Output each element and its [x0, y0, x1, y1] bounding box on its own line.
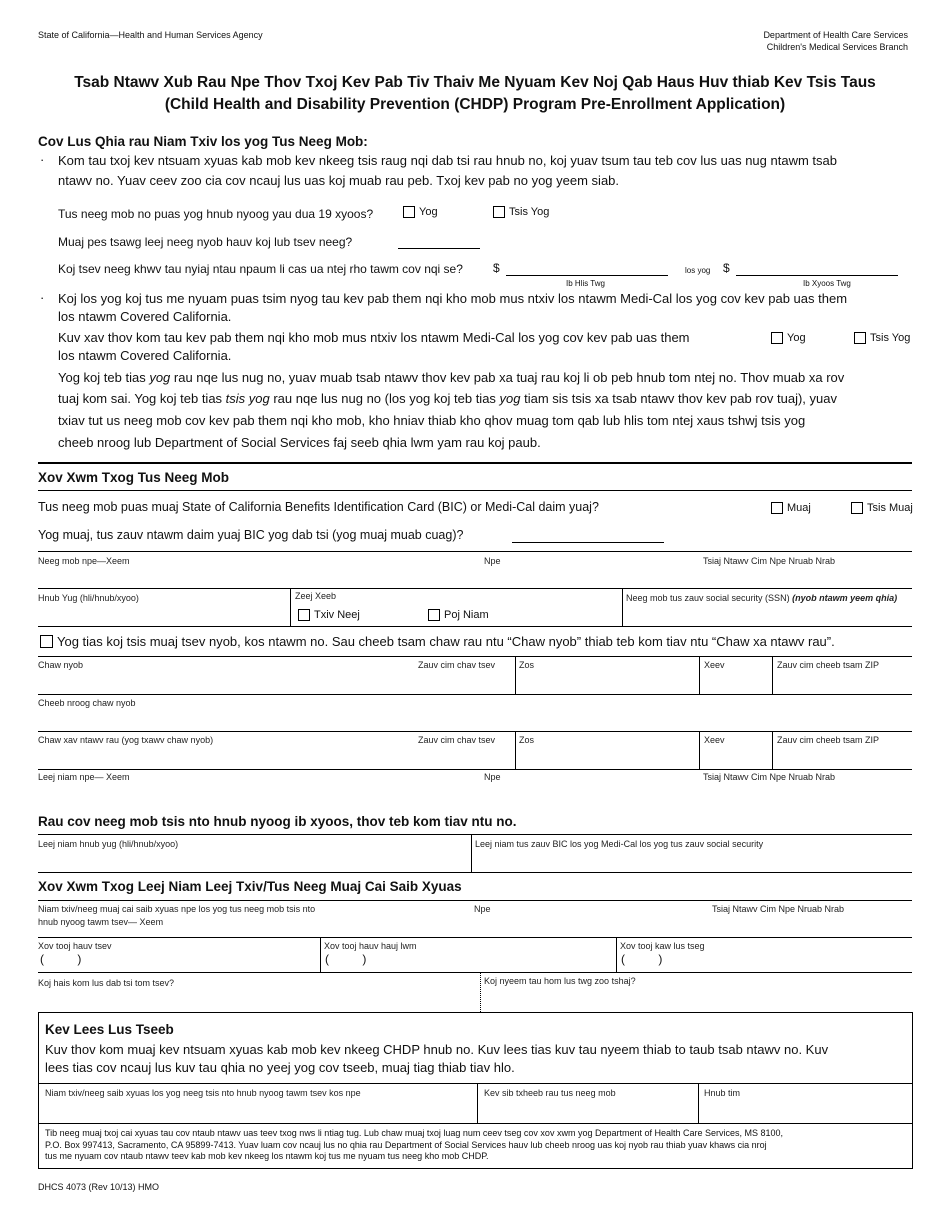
checkbox-icon[interactable] [403, 206, 415, 218]
cell-divider [480, 972, 482, 1012]
consent-text-1: Kuv thov kom muaj kev ntsuam xyuas kab mob kev nkeeg CHDP hnub no. Kuv lees tias kuv tau nyeem thiab to taub tsab ntawv no. Kuv [45, 1042, 829, 1057]
dollar-sign-monthly: $ [493, 261, 500, 275]
row-divider [38, 656, 912, 657]
instructions-text-1: Kom tau txoj kev ntsuam xyuas kab mob kev nkeeg tsis raug nqi dab tsi rau hnub no, koj yuav tsum tau teb cov lus uas nug ntawm tsab [58, 153, 837, 168]
box-left-border [38, 1123, 39, 1168]
homeless-option[interactable]: Yog tias koj tsis muaj tsev nyob, kos ntawm no. Sau cheeb tsam chaw rau ntu “Chaw nyob” thiab teb kom tiav ntu “Chaw xa ntawv rau”. [40, 634, 835, 649]
work-phone-field[interactable]: Xov tooj hauv hauj lwm [324, 941, 417, 951]
signature-date-field[interactable]: Hnub tim [704, 1088, 741, 1098]
mailing-zip-field[interactable]: Zauv cim cheeb tsam ZIP [777, 735, 880, 745]
row-divider [38, 551, 912, 552]
box-right-border [912, 1123, 913, 1168]
want-help-no[interactable]: Tsis Yog [854, 332, 910, 344]
form-id: DHCS 4073 (Rev 10/13) HMO [38, 1182, 160, 1192]
under-19-question: Tus neeg mob no puas yog hnub nyoog yau dua 19 xyoos? [58, 207, 374, 221]
gender-label: Zeej Xeeb [295, 591, 337, 601]
mailing-address-field[interactable]: Chaw xav ntawv rau (yog txawv chaw nyob) [38, 735, 214, 745]
row-divider [38, 834, 912, 835]
agency-name: State of California—Health and Human Services Agency [38, 30, 263, 40]
patient-dob-field[interactable]: Hnub Yug (hli/hnub/xyoo) [38, 593, 139, 603]
patient-section-heading: Xov Xwm Txog Tus Neeg Mob [38, 470, 230, 485]
under-19-yes[interactable]: Yog [403, 206, 438, 218]
form-title: Tsab Ntawv Xub Rau Npe Thov Txoj Kev Pab Tiv Thaiv Me Nyuam Kev Noj Qab Haus Huv thiab Kev Tsis Taus [74, 74, 876, 91]
checkbox-icon[interactable] [854, 332, 866, 344]
mother-first-name-field[interactable]: Npe [484, 772, 501, 782]
patient-ssn-field[interactable]: Neeg mob tus zauv social security (SSN) (nyob ntawm yeem qhia) [626, 593, 898, 603]
mother-id-number-field[interactable]: Leej niam tus zauv BIC los yog Medi-Cal los yog tus zauv social security [475, 839, 764, 849]
cell-divider [772, 656, 773, 694]
mother-middle-initial-field[interactable]: Tsiaj Ntawv Cim Npe Nruab Nrab [703, 772, 836, 782]
row-divider [38, 588, 912, 589]
household-size-field[interactable] [398, 234, 480, 249]
want-help-question-1: Kuv xav thov kom tau kev pab them nqi kho mob mus ntxiv los ntawm Medi-Cal los yog cov kev pab uas them [58, 330, 690, 345]
row-divider [38, 769, 912, 770]
consent-text-2: lees tias cov ncauj lus kuv tau qhia no yeej yog cov tseeb, muaj tiag thiab tiav hlo. [45, 1060, 515, 1075]
bic-question: Tus neeg mob puas muaj State of California Benefits Identification Card (BIC) or Medi-Cal daim yuaj? [38, 500, 599, 514]
box-right-border [912, 1012, 913, 1124]
work-phone-area-code[interactable]: ( ) [325, 952, 367, 966]
box-left-border [38, 1012, 39, 1124]
cell-divider [772, 731, 773, 769]
monthly-income-field[interactable] [506, 261, 668, 276]
checkbox-icon[interactable] [771, 332, 783, 344]
cell-divider [698, 1083, 699, 1124]
bic-has-not[interactable]: Tsis Muaj [851, 502, 913, 514]
cell-divider [515, 731, 516, 769]
checkbox-icon[interactable] [771, 502, 783, 514]
written-language-field[interactable]: Koj nyeem tau hom lus twg zoo tshaj? [484, 976, 636, 986]
cell-divider [320, 937, 321, 972]
section-divider [38, 462, 912, 464]
mother-dob-field[interactable]: Leej niam hnub yug (hli/hnub/xyoo) [38, 839, 179, 849]
zip-field[interactable]: Zauv cim cheeb tsam ZIP [777, 660, 880, 670]
checkbox-icon[interactable] [40, 635, 53, 648]
cell-phone-area-code[interactable]: ( ) [621, 952, 663, 966]
medi-cal-text-1: Koj los yog koj tus me nyuam puas tsim nyog tau kev pab them nqi kho mob mus ntxiv los ntawm Medi-Cal los yog cov kev pab uas them [58, 291, 848, 306]
city-field[interactable]: Zos [519, 660, 535, 670]
guardian-last-name-field[interactable]: Niam txiv/neeg muaj cai saib xyuas npe los yog tus neeg mob tsis nto [38, 904, 316, 914]
cell-divider [699, 656, 700, 694]
want-help-yes[interactable]: Yog [771, 332, 806, 344]
bullet-icon: · [40, 290, 45, 305]
apt-field[interactable]: Zauv cim chav tsev [418, 660, 496, 670]
guardian-section-heading: Xov Xwm Txog Leej Niam Leej Txiv/Tus Neeg Muaj Cai Saib Xyuas [38, 879, 462, 894]
branch-name: Children's Medical Services Branch [766, 42, 908, 52]
per-year-label: Ib Xyoos Twg [803, 279, 851, 288]
per-month-label: Ib Hlis Twg [566, 279, 605, 288]
checkbox-icon[interactable] [298, 609, 310, 621]
bullet-icon: · [40, 152, 45, 167]
medi-cal-text-2: los ntawm Covered California. [58, 309, 232, 324]
row-divider [38, 694, 912, 695]
under-19-no[interactable]: Tsis Yog [493, 206, 549, 218]
section-divider [38, 490, 912, 491]
dollar-sign-yearly: $ [723, 261, 730, 275]
explanation-line-4: cheeb nroog lub Department of Social Services faj seeb qhia lwm yam rau koj paub. [58, 435, 541, 450]
checkbox-icon[interactable] [428, 609, 440, 621]
guardian-middle-initial-field[interactable]: Tsiaj Ntawv Cim Npe Nruab Nrab [712, 904, 845, 914]
patient-middle-initial-field[interactable]: Tsiaj Ntawv Cim Npe Nruab Nrab [703, 556, 836, 566]
cell-divider [622, 588, 623, 626]
privacy-notice: Tib neeg muaj txoj cai xyuas tau cov ntaub ntawv uas teev txog nws li ntiag tug. Lub chaw muaj txoj luag num ceev tseg cov xov xwm yog Department of Health Care Services, MS 8100, P.O. Box 997413, Sacramento, CA 95899-7413. Yuav luam cov ncauj lus no qhia rau Department of Social Services hauv lub cheeb nroog uas koj nyob rau thiab yuav khaws cia nroj tus me nyuam cov ntaub ntawv teev kab mob kev nkeeg los ntawm koj tus me nyuam tus neeg kho mob CHDP. [45, 1128, 784, 1161]
signature-field[interactable]: Niam txiv/neeg saib xyuas los yog neeg tsis nto hnub nyoog tawm tsev kos npe [45, 1088, 361, 1098]
gender-male[interactable]: Txiv Neej [298, 609, 360, 621]
home-phone-area-code[interactable]: ( ) [40, 952, 82, 966]
row-divider [38, 972, 912, 973]
cell-phone-field[interactable]: Xov tooj kaw lus tseg [620, 941, 705, 951]
bic-number-question: Yog muaj, tus zauv ntawm daim yuaj BIC yog dab tsi (yog muaj muab cuag)? [38, 528, 464, 542]
row-divider [38, 626, 912, 627]
mother-last-name-field[interactable]: Leej niam npe— Xeem [38, 772, 130, 782]
checkbox-icon[interactable] [851, 502, 863, 514]
form-subtitle: (Child Health and Disability Prevention (CHDP) Program Pre-Enrollment Application) [164, 96, 786, 113]
row-divider [38, 872, 912, 873]
checkbox-icon[interactable] [493, 206, 505, 218]
row-divider [38, 1123, 913, 1124]
mailing-city-field[interactable]: Zos [519, 735, 535, 745]
bic-has[interactable]: Muaj [771, 502, 811, 514]
guardian-last-name-field-line2: hnub nyoog tawm tsev— Xeem [38, 917, 164, 927]
cell-divider [471, 834, 472, 872]
row-divider [38, 900, 912, 901]
infant-section-heading: Rau cov neeg mob tsis nto hnub nyoog ib xyoos, thov teb kom tiav ntu no. [38, 814, 517, 829]
state-field[interactable]: Xeev [704, 660, 725, 670]
yearly-income-field[interactable] [736, 261, 898, 276]
row-divider [38, 1083, 912, 1084]
guardian-first-name-field[interactable]: Npe [474, 904, 491, 914]
bic-number-field[interactable] [512, 528, 664, 543]
cell-divider [477, 1083, 478, 1124]
instructions-heading: Cov Lus Qhia rau Niam Txiv los yog Tus Neeg Mob: [38, 134, 368, 149]
cell-divider [616, 937, 617, 972]
want-help-question-2: los ntawm Covered California. [58, 348, 232, 363]
patient-first-name-field[interactable]: Npe [484, 556, 501, 566]
patient-last-name-field[interactable]: Neeg mob npe—Xeem [38, 556, 130, 566]
explanation-line-3: txiav tut us neeg mob cov kev pab them nqi kho mob, kho hniav thiab kho qhov muag tom qab lub hlis tom ntej xaus tshwj tsis yog [58, 413, 806, 428]
row-divider [38, 1168, 913, 1169]
department-name: Department of Health Care Services [763, 30, 908, 40]
county-field[interactable]: Cheeb nroog chaw nyob [38, 698, 136, 708]
or-label: los yog [685, 266, 711, 275]
explanation-line-1: Yog koj teb tias yog rau nqe lus nug no, yuav muab tsab ntawv thov kev pab xa tuaj rau koj li ob peb hnub tom ntej no. Thov muab xa rov [58, 370, 845, 385]
cell-divider [290, 588, 291, 626]
address-field[interactable]: Chaw nyob [38, 660, 84, 670]
explanation-line-2: tuaj kom sai. Yog koj teb tias tsis yog rau nqe lus nug no (los yog koj teb tias yog tiam sis tsis xa tsab ntawv thov kev pab rov tuaj), yuav [58, 391, 837, 406]
cell-divider [515, 656, 516, 694]
household-question: Muaj pes tsawg leej neeg nyob hauv koj lub tsev neeg? [58, 235, 353, 249]
gender-female[interactable]: Poj Niam [428, 609, 489, 621]
consent-heading: Kev Lees Lus Tseeb [45, 1022, 174, 1037]
mailing-apt-field[interactable]: Zauv cim chav tsev [418, 735, 496, 745]
spoken-language-field[interactable]: Koj hais kom lus dab tsi tom tsev? [38, 978, 175, 988]
row-divider [38, 937, 912, 938]
income-question: Koj tsev neeg khwv tau nyiaj ntau npaum li cas ua ntej rho tawm cov nqi se? [58, 262, 463, 276]
instructions-text-2: ntawv no. Yuav ceev zoo cia cov ncauj lus uas koj muab rau peb. Txoj kev pab no yog yeem siab. [58, 173, 620, 188]
row-divider [38, 731, 912, 732]
relationship-field[interactable]: Kev sib txheeb rau tus neeg mob [484, 1088, 616, 1098]
home-phone-field[interactable]: Xov tooj hauv tsev [38, 941, 112, 951]
mailing-state-field[interactable]: Xeev [704, 735, 725, 745]
cell-divider [699, 731, 700, 769]
